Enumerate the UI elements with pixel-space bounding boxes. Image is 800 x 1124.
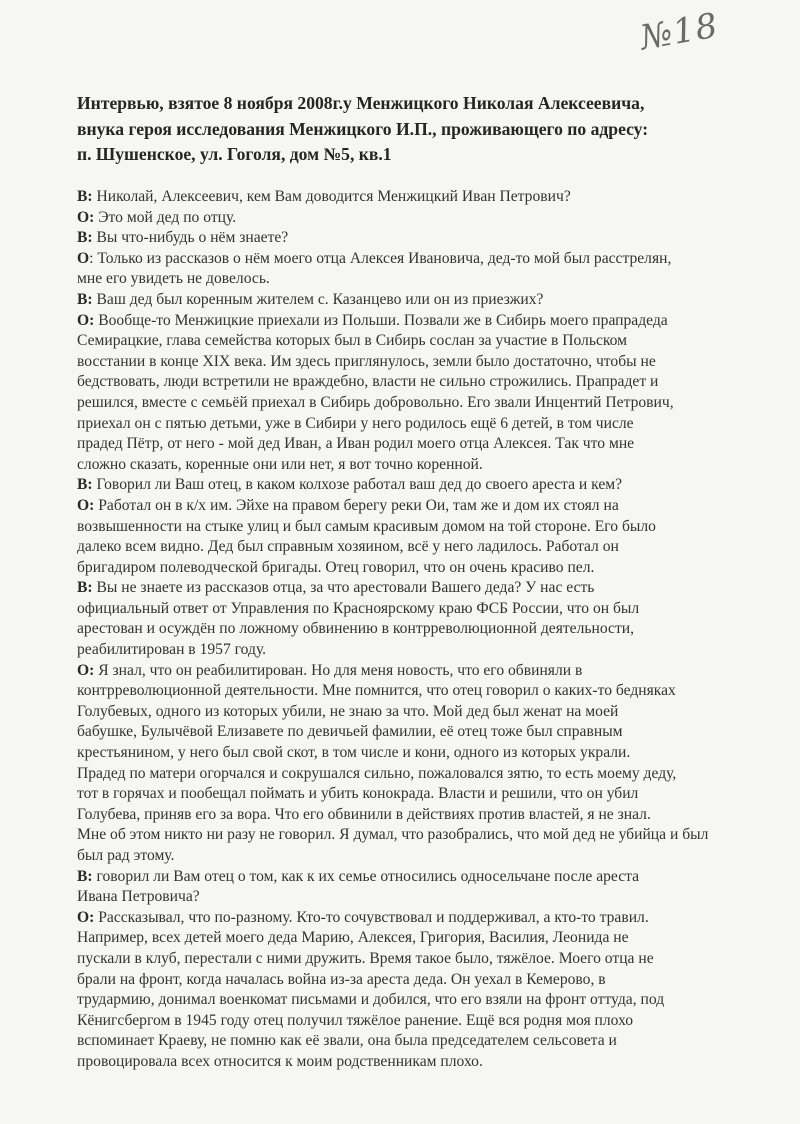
interview-body bbox=[77, 187, 777, 1073]
line-text: Кёнигсбергом в 1945 году отец получил тяжёлое ранение. Ещё вся родня моя плохо bbox=[77, 1011, 634, 1029]
text-line bbox=[77, 558, 777, 579]
line-text: бригадиром полеводческой бригады. Отец говорил, что он очень красиво пел. bbox=[77, 558, 595, 576]
text-line bbox=[77, 187, 777, 208]
question-label: В: bbox=[77, 290, 93, 308]
text-line bbox=[77, 455, 777, 476]
line-text: Вы не знаете из рассказов отца, за что арестовали Вашего деда? У нас есть bbox=[92, 579, 595, 597]
answer-label: О: bbox=[77, 208, 95, 226]
line-text: приехал он с пятью детьми, уже в Сибири у него родилось ещё 6 детей, в том числе bbox=[77, 414, 634, 432]
title-line: Интервью, взятое 8 ноября 2008г.у Менжицкого Николая Алексеевича, bbox=[77, 93, 645, 113]
text-line bbox=[77, 784, 777, 805]
text-line bbox=[77, 1011, 777, 1032]
line-text: возвышенности на стыке улиц и был самым красивым домом на той стороне. Его было bbox=[77, 517, 656, 535]
line-text: контрреволюционной деятельности. Мне помнится, что отец говорил о каких-то бедняках bbox=[77, 682, 676, 700]
question-label: В: bbox=[77, 229, 93, 247]
text-line bbox=[77, 970, 777, 991]
line-text: Голубевых, одного из которых убили, не знаю за что. Мой дед был женат на моей bbox=[77, 702, 619, 720]
line-text: говорил ли Вам отец о том, как к их семье относились односельчане после ареста bbox=[92, 867, 640, 885]
question-label: В: bbox=[77, 579, 93, 597]
line-text: тот в горячах и пообещал поймать и убить конокрада. Власти и решили, что он убил bbox=[77, 785, 639, 803]
line-text: пускали в клуб, перестали с ними дружить. Время такое было, тяжёлое. Моего отца не bbox=[77, 949, 654, 967]
title-line: п. Шушенское, ул. Гоголя, дом №5, кв.1 bbox=[77, 144, 392, 164]
line-text: далеко всем видно. Дед был справным хозяином, всё у него ладилось. Работал он bbox=[77, 538, 619, 556]
line-text: мне его увидеть не довелось. bbox=[77, 270, 270, 288]
line-text: восстании в конце XIX века. Им здесь приглянулось, земли было достаточно, чтобы не bbox=[77, 352, 656, 370]
text-line bbox=[77, 475, 777, 496]
text-line bbox=[77, 599, 777, 620]
text-line bbox=[77, 867, 777, 888]
text-line bbox=[77, 290, 777, 311]
text-line bbox=[77, 990, 777, 1011]
line-text: Мне об этом никто ни разу не говорил. Я думал, что разобрались, что мой дед не убийца и был bbox=[77, 826, 709, 844]
text-line bbox=[77, 908, 777, 929]
text-line bbox=[77, 661, 777, 682]
text-line bbox=[77, 331, 777, 352]
line-text: Работал он в к/х им. Эйхе на правом берегу реки Ои, там же и дом их стоял на bbox=[94, 496, 619, 514]
line-text: Ваш дед был коренным жителем с. Казанцево или он из приезжих? bbox=[92, 290, 544, 308]
line-text: Это мой дед по отцу. bbox=[94, 208, 237, 226]
text-line bbox=[77, 249, 777, 270]
text-line bbox=[77, 764, 777, 785]
answer-label: О: bbox=[77, 311, 95, 329]
line-text: решился, вместе с семьёй приехал в Сибирь добровольно. Его звали Инцентий Петрович, bbox=[77, 393, 674, 411]
text-line bbox=[77, 805, 777, 826]
answer-label: О: bbox=[77, 661, 95, 679]
text-line bbox=[77, 722, 777, 743]
text-line bbox=[77, 887, 777, 908]
text-line bbox=[77, 702, 777, 723]
text-line bbox=[77, 825, 777, 846]
line-text: Говорил ли Ваш отец, в каком колхозе работал ваш дед до своего ареста и кем? bbox=[92, 476, 623, 494]
text-line bbox=[77, 393, 777, 414]
text-line bbox=[77, 949, 777, 970]
line-text: крестьянином, у него был свой скот, в том числе и кони, одного из которых украли. bbox=[77, 744, 631, 762]
line-text: Прадед по матери огорчался и сокрушался сильно, пожаловался зятю, то есть моему деду, bbox=[77, 764, 677, 782]
text-line bbox=[77, 681, 777, 702]
answer-label: О: bbox=[77, 908, 95, 926]
handwritten-page-number: №18 bbox=[637, 5, 722, 59]
line-text: был рад этому. bbox=[77, 847, 175, 864]
text-line bbox=[77, 352, 777, 373]
text-line bbox=[77, 928, 777, 949]
line-text: Голубева, приняв его за вора. Что его обвинили в действиях против властей, я не знал. bbox=[77, 805, 651, 823]
line-text: Например, всех детей моего деда Марию, Алексея, Григория, Василия, Леонида не bbox=[77, 929, 629, 947]
answer-label: О bbox=[77, 249, 90, 267]
text-line bbox=[77, 517, 777, 538]
text-line bbox=[77, 269, 777, 290]
line-text: реабилитирован в 1957 году. bbox=[77, 641, 267, 659]
text-line bbox=[77, 496, 777, 517]
line-text: трудармию, донимал военкомат письмами и добился, что его взяли на фронт оттуда, под bbox=[77, 991, 665, 1009]
text-line bbox=[77, 578, 777, 599]
question-label: В: bbox=[77, 476, 93, 494]
text-line bbox=[77, 434, 777, 455]
line-text: прадед Пётр, от него - мой дед Иван, а Иван родил моего отца Алексея. Так что мне bbox=[77, 435, 635, 453]
text-line bbox=[77, 311, 777, 332]
line-text: бабушке, Булычёвой Елизавете по девичьей фамилии, её отец тоже был справным bbox=[77, 723, 623, 741]
line-text: : Только из рассказов о нём моего отца Алексея Ивановича, дед-то мой был расстрелян, bbox=[89, 249, 672, 267]
text-line bbox=[77, 640, 777, 661]
text-line bbox=[77, 619, 777, 640]
line-text: провоцировала всех относится к моим родственникам плохо. bbox=[77, 1052, 483, 1070]
text-line bbox=[77, 208, 777, 229]
line-text: бедствовать, люди встретили не враждебно, власти не сильно строжились. Прапрадет и bbox=[77, 373, 659, 391]
title-line: внука героя исследования Менжицкого И.П., проживающего по адресу: bbox=[77, 118, 649, 139]
question-label: В: bbox=[77, 867, 93, 885]
line-text: Рассказывал, что по-разному. Кто-то сочувствовал и поддерживал, а кто-то травил. bbox=[94, 908, 649, 926]
text-line bbox=[77, 846, 777, 867]
text-line bbox=[77, 1052, 777, 1073]
question-label: В: bbox=[77, 188, 93, 205]
line-text: сложно сказать, коренные они или нет, я вот точно коренной. bbox=[77, 455, 483, 473]
line-text: Николай, Алексеевич, кем Вам доводится Менжицкий Иван Петрович? bbox=[92, 188, 571, 205]
line-text: Семирацкие, глава семейства которых был в Сибирь сослан за участие в Польском bbox=[77, 332, 628, 350]
text-line bbox=[77, 414, 777, 435]
text-line bbox=[77, 743, 777, 764]
line-text: Вы что-нибудь о нём знаете? bbox=[92, 229, 289, 247]
text-line bbox=[77, 372, 777, 393]
text-line bbox=[77, 1031, 777, 1052]
document-title bbox=[77, 91, 757, 168]
line-text: брали на фронт, когда началась война из-за ареста деда. Он уехал в Кемерово, в bbox=[77, 970, 606, 988]
line-text: арестован и осуждён по ложному обвинению в контрреволюционной деятельности, bbox=[77, 620, 635, 638]
text-line bbox=[77, 537, 777, 558]
line-text: Ивана Петровича? bbox=[77, 888, 200, 906]
line-text: Я знал, что он реабилитирован. Но для меня новость, что его обвиняли в bbox=[94, 661, 583, 679]
answer-label: О: bbox=[77, 496, 95, 514]
line-text: вспоминает Краеву, не помню как её звали, она была председателем сельсовета и bbox=[77, 1032, 617, 1050]
line-text: официальный ответ от Управления по Красноярскому краю ФСБ России, что он был bbox=[77, 599, 640, 617]
line-text: Вообще-то Менжицкие приехали из Польши. Позвали же в Сибирь моего прапрадеда bbox=[94, 311, 668, 329]
text-line bbox=[77, 228, 777, 249]
